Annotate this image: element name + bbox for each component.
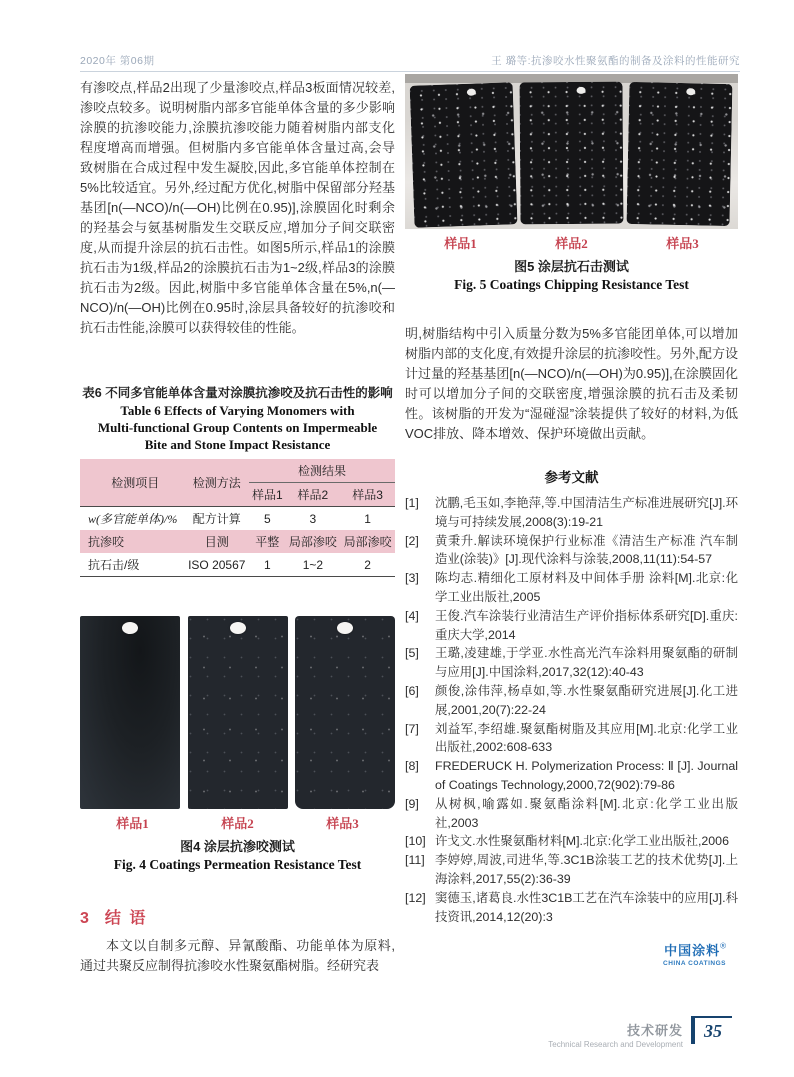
logo-text-zh: 中国涂料 xyxy=(664,943,721,959)
table-cell-method: 目测 xyxy=(184,530,249,553)
panel-hole xyxy=(122,622,138,634)
reference-number: [8] xyxy=(405,759,419,774)
reference-text: 沈鹏,毛玉如,李艳萍,等.中国清洁生产标准进展研究[J].环境与可持续发展,2008(3):19-21 xyxy=(435,496,738,529)
reference-text: 李婷婷,周波,司进华,等.3C1B涂装工艺的技术优势[J].上海涂料,2017,55(2):36-39 xyxy=(435,853,738,886)
panel-hole xyxy=(686,88,695,95)
reference-number: [1] xyxy=(405,496,419,510)
running-title: 王 璐等:抗渗咬水性聚氨酯的制备及涂料的性能研究 xyxy=(491,55,740,67)
reference-item xyxy=(405,494,738,532)
reference-item xyxy=(405,889,738,927)
figure5-label-sample1: 样品1 xyxy=(444,236,477,251)
reference-item xyxy=(405,682,738,720)
reference-item xyxy=(405,644,738,682)
reference-text: 王璐,凌建雄,于学亚.水性高光汽车涂料用聚氨酯的研制与应用[J].中国涂料,2017,32(12):40-43 xyxy=(435,646,738,680)
table-header-sample1: 样品1 xyxy=(249,483,285,507)
reference-number: [11] xyxy=(405,853,425,868)
figure5-sample-labels xyxy=(405,233,738,252)
left-column xyxy=(80,78,395,976)
table-cell-s2: 1~2 xyxy=(302,557,324,572)
table6-caption-en-line2: Multi-functional Group Contents on Impermeable xyxy=(97,420,378,435)
figure4-sample-labels xyxy=(80,813,395,832)
reference-number: [10] xyxy=(405,834,426,849)
reference-number: [4] xyxy=(405,608,419,623)
footer-section-en: Technical Research and Development xyxy=(548,1040,683,1049)
reference-number: [9] xyxy=(405,796,419,811)
table-6 xyxy=(80,459,395,577)
table6-caption xyxy=(80,384,395,453)
section3-title: 结 语 xyxy=(104,910,148,927)
reference-item xyxy=(405,795,738,833)
test-panel-sample2 xyxy=(188,616,288,809)
table6-caption-en-line3: Bite and Stone Impact Resistance xyxy=(144,437,331,452)
figure4-photo xyxy=(80,616,395,809)
table-cell-item: 抗渗咬 xyxy=(80,530,184,553)
panel-hole xyxy=(576,87,585,94)
table-cell-s3: 1 xyxy=(364,511,371,526)
table-header-method: 检测方法 xyxy=(184,459,249,507)
reference-text: 刘益军,李绍雄.聚氨酯树脂及其应用[M].北京:化学工业出版社,2002:608-633 xyxy=(435,721,738,755)
figure5-label-sample2: 样品2 xyxy=(555,236,588,251)
reference-number: [12] xyxy=(405,890,426,905)
references-heading: 参考文献 xyxy=(544,470,599,485)
reference-item xyxy=(405,851,738,889)
figure4-label-sample1: 样品1 xyxy=(116,816,149,831)
header-rule xyxy=(80,71,740,72)
right-column xyxy=(405,74,738,967)
figure-5 xyxy=(405,74,738,294)
reference-number: [6] xyxy=(405,683,419,698)
reference-number: [5] xyxy=(405,646,419,661)
panel-hole xyxy=(337,622,353,634)
test-panel-sample2 xyxy=(520,82,624,225)
figure5-label-sample3: 样品3 xyxy=(666,236,699,251)
footer-section-zh: 技术研发 xyxy=(626,1023,683,1038)
figure-4 xyxy=(80,616,395,874)
conclusion-paragraph: 本文以自制多元醇、异氰酸酯、功能单体为原料,通过共聚反应制得抗渗咬水性聚氨酯树脂。经研究表 xyxy=(80,938,395,973)
table-cell-s3: 局部渗咬 xyxy=(340,530,395,553)
reference-text: 颜俊,涂伟萍,杨卓如,等.水性聚氨酯研究进展[J].化工进展,2001,20(7):22-24 xyxy=(435,683,738,717)
china-coatings-logo xyxy=(405,940,738,967)
references-list xyxy=(405,494,738,926)
table-cell-s3: 2 xyxy=(364,557,371,572)
paragraph-impermeability: 有渗咬点,样品2出现了少量渗咬点,样品3板面情况较差,渗咬点较多。说明树脂内部多官能单体含量的多少影响涂膜的抗渗咬能力,涂膜抗渗咬能力随着树脂内部支化程度增高而增强。但树脂内多官能单体含量过高,会导致树脂在合成过程中发生凝胶,因此,多官能单体控制在5%比较适宜。另外,经过配方优化,树脂中保留部分羟基基团[n(—NCO)/n(—OH)比例在0.95)],涂膜固化时剩余的羟基会与氨基树脂发生交联反应,增加分子间交联密度,从而提升涂层的抗石击性。如图5所示,样品1的涂膜抗石击为1级,样品2的涂膜抗石击为1~2级,样品3的涂膜抗石击为2级。因此,树脂中多官能单体含量在5%,n(—NCO)/n(—OH)比例在0.95时,涂层具备较好的抗渗咬和抗石击性能,涂膜可以获得较佳的性能。 xyxy=(80,80,395,335)
reference-text: 黄秉升.解读环境保护行业标准《清洁生产标准 汽车制造业(涂装)》[J].现代涂料与涂装,2008,11(11):54-57 xyxy=(435,533,738,567)
table-header-item: 检测项目 xyxy=(80,459,184,507)
test-panel-sample3 xyxy=(295,616,395,809)
reference-text: 王俊.汽车涂装行业清洁生产评价指标体系研究[D].重庆:重庆大学,2014 xyxy=(435,608,738,642)
table-header-sample3: 样品3 xyxy=(340,483,395,507)
reference-item xyxy=(405,757,738,795)
section3-heading xyxy=(80,905,395,928)
table-cell-s2: 3 xyxy=(309,511,317,526)
table6-caption-zh: 表6 不同多官能单体含量对涂膜抗渗咬及抗石击性的影响 xyxy=(82,386,393,400)
reference-number: [2] xyxy=(405,533,419,548)
reference-text: 许戈文.水性聚氨酯材料[M].北京:化学工业出版社,2006 xyxy=(435,834,729,849)
figure4-label-sample3: 样品3 xyxy=(326,816,359,831)
reference-item xyxy=(405,569,738,607)
registered-mark-icon: ® xyxy=(720,942,726,951)
figure5-caption-en: Fig. 5 Coatings Chipping Resistance Test xyxy=(454,277,689,292)
figure4-caption-zh: 图4 涂层抗渗咬测试 xyxy=(180,839,295,854)
table-cell-s1: 平整 xyxy=(249,530,285,553)
table-header-sample2: 样品2 xyxy=(286,483,341,507)
reference-item xyxy=(405,607,738,645)
test-panel-sample1 xyxy=(80,616,180,809)
footer-section xyxy=(548,1016,683,1049)
page-number: 35 xyxy=(691,1016,732,1044)
table-cell-method: ISO 20567 xyxy=(188,557,246,572)
reference-item xyxy=(405,532,738,570)
reference-text: FREDERUCK H. Polymerization Process: Ⅱ [J]. Journal of Coatings Technology,2000,72(902):79-86 xyxy=(435,759,738,792)
table-cell-s2: 局部渗咬 xyxy=(286,530,341,553)
table-row xyxy=(80,530,395,553)
table-cell-method: 配方计算 xyxy=(192,512,241,526)
section3-number: 3 xyxy=(80,910,89,927)
table-cell-item: w(多官能单体)/% xyxy=(88,512,178,526)
reference-text: 从树枫,喻露如.聚氨酯涂料[M].北京:化学工业出版社,2003 xyxy=(435,796,738,830)
table-row xyxy=(80,553,395,577)
table-cell-s1: 5 xyxy=(263,511,271,526)
table6-caption-en-line1: Table 6 Effects of Varying Monomers with xyxy=(120,403,355,418)
table-cell-s1: 1 xyxy=(263,557,271,572)
paragraph-conclusion-right: 明,树脂结构中引入质量分数为5%多官能团单体,可以增加树脂内部的支化度,有效提升涂层的抗渗咬性。另外,配方设计过量的羟基基团[n(—NCO)/n(—OH)为0.95)],在涂膜固化时可以增加分子间的交联密度,增强涂膜的抗石击及柔韧性。该树脂的开发为“湿碰湿”涂装提供了较好的材料,为低VOC排放、降本增效、保护环境做出贡献。 xyxy=(405,326,738,441)
reference-number: [3] xyxy=(405,571,419,586)
issue-label: 2020年 第06期 xyxy=(80,55,155,67)
reference-text: 陈均志.精细化工原材料及中间体手册 涂料[M].北京:化学工业出版社,2005 xyxy=(435,571,738,604)
reference-text: 窦德玉,诸葛良.水性3C1B工艺在汽车涂装中的应用[J].科技资讯,2014,12(20):3 xyxy=(435,890,738,924)
test-panel-sample1 xyxy=(410,82,518,228)
panel-hole xyxy=(466,89,475,96)
page-header xyxy=(80,53,740,68)
reference-item xyxy=(405,720,738,758)
page-footer xyxy=(548,1016,732,1049)
figure5-caption-zh: 图5 涂层抗石击测试 xyxy=(514,259,629,274)
figure4-caption-en: Fig. 4 Coatings Permeation Resistance Test xyxy=(113,857,362,872)
figure5-photo xyxy=(405,74,738,229)
panel-hole xyxy=(230,622,246,634)
figure4-label-sample2: 样品2 xyxy=(221,816,254,831)
reference-item xyxy=(405,832,738,851)
table-row xyxy=(80,507,395,531)
logo-text-en: CHINA COATINGS xyxy=(663,960,726,968)
table-header-result: 检测结果 xyxy=(249,459,395,483)
test-panel-sample3 xyxy=(627,82,733,226)
table-cell-item: 抗石击/级 xyxy=(88,558,140,572)
reference-number: [7] xyxy=(405,721,419,736)
